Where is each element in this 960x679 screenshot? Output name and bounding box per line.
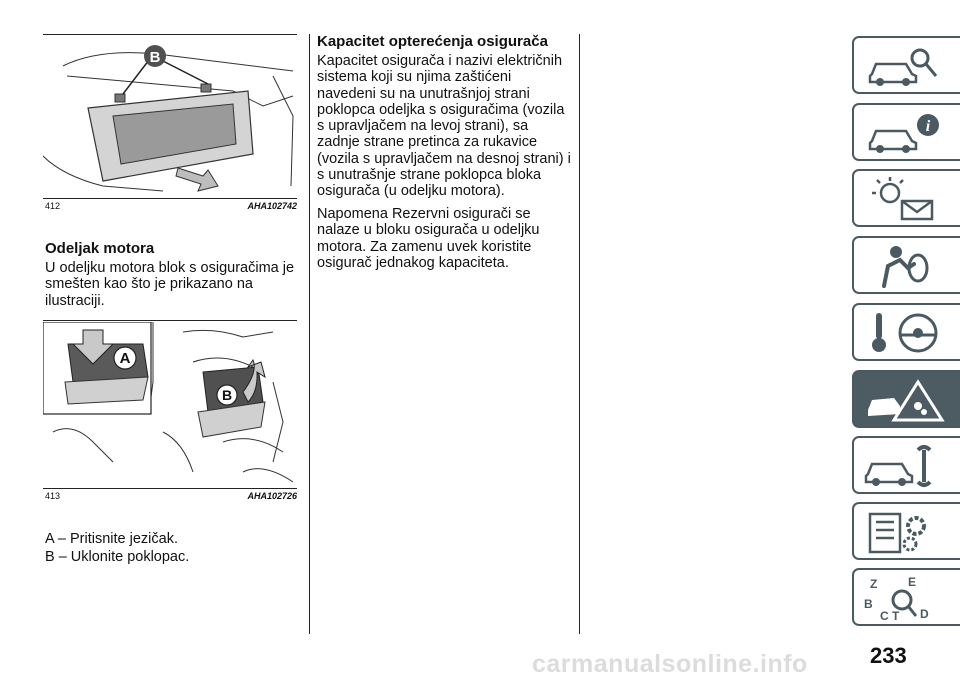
warning-light-mail-icon xyxy=(862,175,952,223)
car-crash-warning-icon xyxy=(862,376,952,424)
figure-caption-rule xyxy=(43,198,297,199)
tab-maintenance[interactable] xyxy=(852,436,960,494)
figure-number: 412 xyxy=(45,201,61,211)
glovebox-illustration xyxy=(43,36,297,196)
key-steering-wheel-icon xyxy=(862,309,952,357)
callout-a-label: A xyxy=(119,350,131,367)
svg-text:D: D xyxy=(920,607,929,621)
figure-caption-rule xyxy=(43,488,297,489)
callout-b-label: B xyxy=(149,49,161,66)
fuse-capacity-paragraph: Kapacitet osigurača i nazivi električnih sistema koji su njima zaštićeni navedeni su na unutrašnjoj strani poklopca odeljka s osiguračima (vozila s upravljačem na levoj strani), sa zadnje strane pretinca za rukavice (vozila s upravljačem na desnoj strani) i s unutrašnje strane poklopca bloka osigurača (u odeljku motora). xyxy=(317,53,571,200)
figure-code: AHA102726 xyxy=(247,491,297,501)
tab-starting-driving[interactable] xyxy=(852,303,960,361)
figure-top-rule xyxy=(43,34,297,35)
svg-text:Z: Z xyxy=(870,577,878,591)
note-paragraph: Napomena Rezervni osigurači se nalaze u bloku osigurača u odeljku motora. Za zamenu uvek koristite osigurač jednakog kapaciteta. xyxy=(317,206,540,271)
column-divider xyxy=(579,34,580,634)
car-wrench-icon xyxy=(862,442,952,490)
document-gears-icon xyxy=(862,508,952,556)
figure-413-caption xyxy=(45,491,297,501)
figure-top-rule xyxy=(43,320,297,321)
car-info-icon xyxy=(862,109,952,157)
step-a: A – Pritisnite jezičak. xyxy=(45,531,178,547)
car-search-icon xyxy=(862,42,952,90)
section-heading-fuse-capacity: Kapacitet opterećenja osigurača xyxy=(317,33,548,50)
tab-car-info[interactable] xyxy=(852,103,960,161)
svg-text:B: B xyxy=(864,597,873,611)
page-number: 233 xyxy=(870,643,907,668)
figure-412-caption xyxy=(45,201,297,211)
figure-code: AHA102742 xyxy=(247,201,297,211)
watermark: carmanualsonline.info xyxy=(532,650,808,678)
svg-text:C: C xyxy=(880,609,889,622)
svg-text:T: T xyxy=(892,609,900,622)
airbag-person-icon xyxy=(862,242,952,290)
svg-text:i: i xyxy=(925,118,931,135)
tab-technical-data[interactable] xyxy=(852,502,960,560)
svg-text:E: E xyxy=(908,575,917,589)
tab-warning-lights[interactable] xyxy=(852,169,960,227)
alphabet-search-icon xyxy=(862,574,952,622)
engine-fusebox-illustration xyxy=(43,322,297,487)
pull-arrow-icon xyxy=(176,168,218,191)
column-divider xyxy=(309,34,310,634)
tab-safety[interactable] xyxy=(852,236,960,294)
tab-car-search[interactable] xyxy=(852,36,960,94)
engine-paragraph: U odeljku motora blok s osiguračima je smešten kao što je prikazano na ilustraciji. xyxy=(45,260,295,309)
section-heading-engine: Odeljak motora xyxy=(45,240,155,257)
figure-number: 413 xyxy=(45,491,61,501)
tab-emergency[interactable] xyxy=(852,370,960,428)
step-b: B – Uklonite poklopac. xyxy=(45,549,190,565)
tab-index[interactable] xyxy=(852,568,960,626)
callout-b-label: B xyxy=(221,387,233,403)
